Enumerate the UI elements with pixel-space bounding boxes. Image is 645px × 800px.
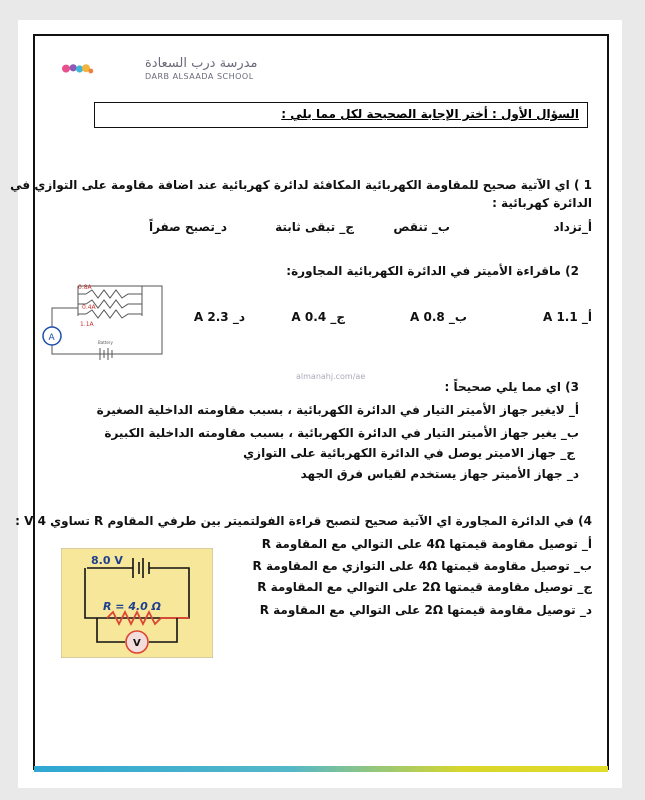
q2-circuit-label-2: 0.4A xyxy=(82,304,96,311)
school-name-ar: مدرسة درب السعادة xyxy=(145,56,258,71)
q4-circuit-diagram xyxy=(61,548,213,658)
q4-voltage-label: 8.0 V xyxy=(91,554,123,567)
q2-choice-d: د_ 2.3 A xyxy=(193,310,245,324)
q3-choice-c: ج_ جهاز الاميتر يوصل في الدائرة الكهربائية على التوازي xyxy=(243,446,575,460)
school-logo-icon xyxy=(62,52,142,86)
q1-choice-a: أ_تزداد xyxy=(553,220,592,234)
q4-choice-d: د_ توصيل مقاومة قيمتها 2Ω على التوالي مع المقاومة R xyxy=(259,603,592,617)
watermark: almanahj.com/ae xyxy=(296,372,366,381)
q2-choice-c: ج_ 0.4 A xyxy=(291,310,345,324)
section-title: السؤال الأول : أختر الإجابة الصحيحة لكل مما يلي : xyxy=(281,107,579,121)
q4-choice-b: ب_ توصيل مقاومة قيمتها 4Ω على التوازي مع المقاومة R xyxy=(252,559,592,573)
q2-ammeter-symbol: A xyxy=(48,333,55,343)
page-border xyxy=(33,34,609,770)
q4-choice-c: ج_ توصيل مقاومة قيمتها 2Ω على التوالي مع المقاومة R xyxy=(257,580,592,594)
q4-resistor-label: R = 4.0 Ω xyxy=(103,600,162,613)
q4-voltmeter-symbol: V xyxy=(133,638,141,649)
q1-choice-b: ب_ تنقص xyxy=(393,220,450,234)
q4-choice-a: أ_ توصيل مقاومة قيمتها 4Ω على التوالي مع المقاومة R xyxy=(261,537,592,551)
q3-choice-d: د_ جهاز الأميتر جهاز يستخدم لقياس فرق الجهد xyxy=(300,467,579,481)
q2-choice-b: ب_ 0.8 A xyxy=(410,310,467,324)
q4-text: 4) في الدائرة المجاورة اي الآتية صحيح لتصبح قراءة الفولتميتر بين طرفي المقاوم R تساوي 4 V : xyxy=(15,514,592,528)
footer-stripe xyxy=(34,766,608,772)
q1-choice-d: د_تصبح صفراً xyxy=(148,220,227,234)
q2-choice-a: أ_ 1.1 A xyxy=(542,310,592,324)
q3-choice-b: ب_ يغير جهاز الأميتر التيار في الدائرة الكهربائية ، بسبب مقاومته الداخلية الكبيرة xyxy=(104,426,579,440)
q1-line1: 1 ) اي الآتية صحيح للمقاومة الكهربائية المكافئة لدائرة كهربائية عند اضافة مقاومة على التوازي في xyxy=(10,178,592,192)
q2-battery-label: Battery xyxy=(98,340,113,345)
q1-line2: الدائرة كهربائية : xyxy=(492,196,592,210)
q3-choice-a: أ_ لايغير جهاز الأميتر التيار في الدائرة الكهربائية ، بسبب مقاومته الداخلية الصغيرة xyxy=(96,403,579,417)
q2-text: 2) ماقراءة الأميتر في الدائرة الكهربائية المجاورة: xyxy=(286,264,579,278)
q2-circuit-diagram xyxy=(38,278,168,360)
q2-circuit-label-3: 1.1A xyxy=(80,321,94,328)
q2-circuit-label-1: 0.8A xyxy=(78,284,92,291)
section-title-box xyxy=(94,102,588,128)
q3-text: 3) اي مما يلي صحيحاً : xyxy=(444,380,579,394)
q1-choice-c: ج_ تبقى ثابتة xyxy=(275,220,354,234)
school-name-en: DARB ALSAADA SCHOOL xyxy=(145,72,254,81)
